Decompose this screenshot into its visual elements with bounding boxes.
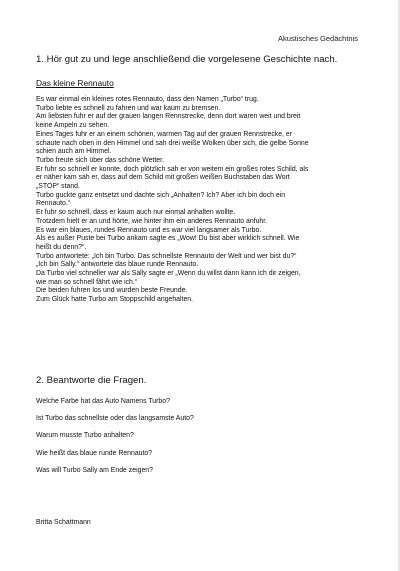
story-line: Als es außer Puste bei Turbo ankam sagte es „Wow! Du bist aber wirklich schnell. Wie (36, 235, 300, 243)
story-line: Turbo freute sich über das schöne Wetter. (36, 156, 164, 164)
author-name: Britta Schattmann (36, 519, 91, 526)
story-line: schaute nach oben in den Himmel und sah drei weiße Wolken über sich, die gelbe Sonne (36, 139, 309, 147)
story-line: Er fuhr so schnell er konnte, doch plötzlich sah er von weitem ein großes rotes Schild, als (36, 165, 309, 173)
story-line: Am liebsten fuhr er auf der grauen langen Rennstrecke, denn dort waren weit und breit (36, 113, 301, 121)
question-item: Welche Farbe hat das Auto Namens Turbo? (36, 398, 170, 405)
story-line: Es war einmal ein kleines rotes Rennauto, dass den Namen „Turbo“ trug. (36, 96, 259, 103)
question-item: Wie heißt das blaue runde Rennauto? (36, 449, 153, 457)
story-text (36, 96, 376, 305)
story-line: wie man so schnell fährt wie ich.“ (36, 278, 138, 286)
story-line: Die beiden fuhren los und wurden beste Freunde. (36, 287, 188, 295)
story-line: Er fuhr so schnell, dass er kaum auch nur einmal anhalten wollte. (36, 209, 236, 217)
question-item: Warum musste Turbo anhalten? (36, 432, 134, 440)
story-line: Zum Glück hatte Turbo am Stoppschild angehalten. (36, 296, 194, 304)
story-line: Da Turbo viel schneller war als Sally sagte er „Wenn du willst dann kann ich dir zeigen, (36, 270, 301, 278)
story-line: Turbo antwortete: „Ich bin Turbo. Das schnellste Rennauto der Welt und wer bist du?“ (36, 252, 297, 260)
story-line: keine Ampeln zu sehen. (36, 122, 110, 130)
worksheet-category: Akustisches Gedächtnis (277, 34, 358, 43)
story-line: Es war ein blaues, rundes Rennauto und es war viel langsamer als Turbo. (36, 226, 262, 234)
story-line: Eines Tages fuhr er an einem schönen, warmen Tag auf der grauen Rennstrecke, er (36, 130, 292, 138)
question-list (36, 398, 376, 484)
story-line: Trotzdem hielt er an und hörte, wie hinter ihm ein anderes Rennauto anfuhr. (36, 217, 268, 225)
task-2-title: 2. Beantworte die Fragen. (36, 375, 147, 386)
question-item: Ist Turbo das schnellste oder das langsamste Auto? (36, 415, 194, 423)
question-item: Was will Turbo Sally am Ende zeigen? (36, 466, 153, 474)
story-line: Turbo liebte es schnell zu fahren und war kaum zu bremsen. (36, 104, 221, 112)
story-line: Rennauto.“ (36, 200, 71, 208)
story-line: „Ich bin Sally.“ antwortete das blaue runde Rennauto. (36, 261, 199, 269)
story-line: Turbo guckte ganz entsetzt und dachte sich „Anhalten? Ich? Aber ich bin doch ein (36, 191, 286, 199)
story-line: schien auch am Himmel. (36, 148, 112, 156)
story-line: „STOP“ stand. (36, 183, 80, 191)
story-line: er näher kam sah er, dass auf dem Schild mit großen weißen Buchstaben das Wort (36, 174, 290, 182)
story-title: Das kleine Rennauto (36, 78, 114, 88)
task-1-title: 1. Hör gut zu und lege anschließend die vorgelesene Geschichte nach. (36, 54, 338, 65)
story-line: heißt du denn?“. (36, 243, 87, 251)
